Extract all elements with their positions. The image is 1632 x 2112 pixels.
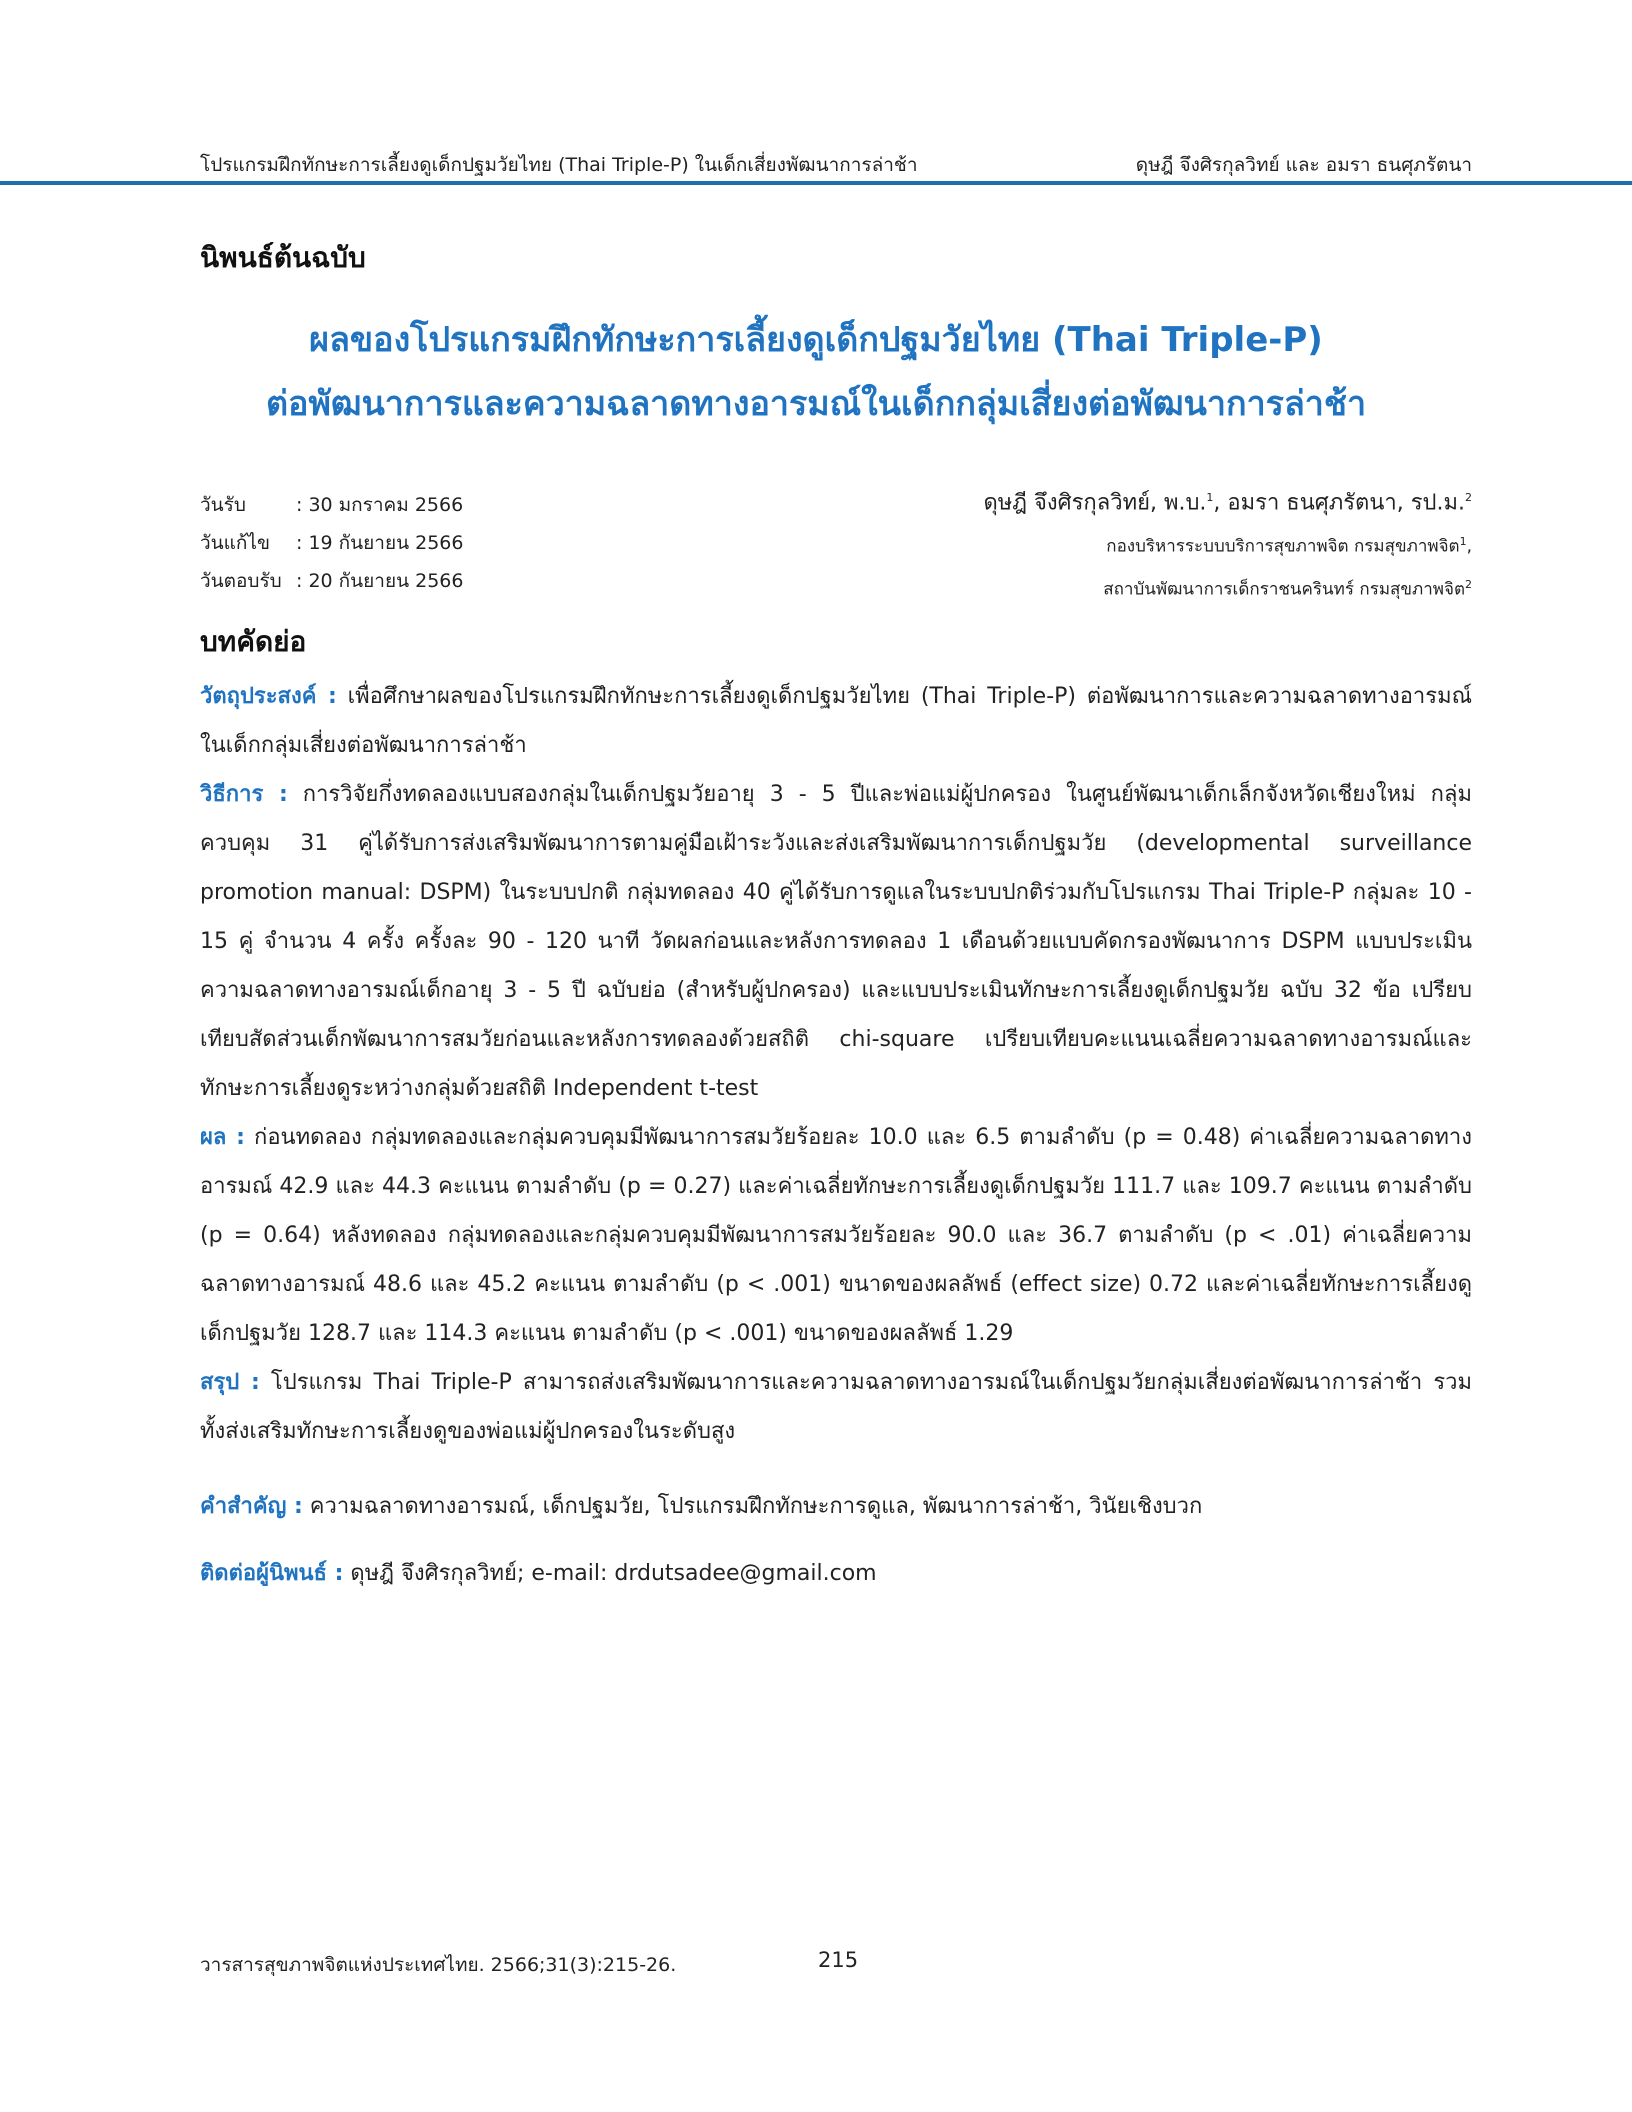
- article-type-label: นิพนธ์ต้นฉบับ: [200, 241, 366, 274]
- results-text: ก่อนทดลอง กลุ่มทดลองและกลุ่มควบคุมมีพัฒนาการสมวัยร้อยละ 10.0 และ 6.5 ตามลำดับ (p = 0.48) ค่าเฉลี่ยความฉลาดทางอารมณ์ 42.9 และ 44.3 คะแนน ตามลำดับ (p = 0.27) และค่าเฉลี่ยทักษะการเลี้ยงดูเด็กปฐมวัย 111.7 และ 109.7 คะแนน ตามลำดับ (p = 0.64) หลังทดลอง กลุ่มทดลองและกลุ่มควบคุมมีพัฒนาการสมวัยร้อยละ 90.0 และ 36.7 ตามลำดับ (p < .01) ค่าเฉลี่ยความฉลาดทางอารมณ์ 48.6 และ 45.2 คะแนน ตามลำดับ (p < .001) ขนาดของผลลัพธ์ (effect size) 0.72 และค่าเฉลี่ยทักษะการเลี้ยงดูเด็กปฐมวัย 128.7 และ 114.3 คะแนน ตามลำดับ (p < .001) ขนาดของผลลัพธ์ 1.29: [200, 1125, 1472, 1346]
- affiliation-1: [983, 523, 1472, 566]
- author-2: อมรา ธนศุภรัตนา, รป.ม.: [1227, 490, 1465, 516]
- article-title-line-2: ต่อพัฒนาการและความฉลาดทางอารมณ์ในเด็กกลุ่มเสี่ยงต่อพัฒนาการล่าช้า: [265, 384, 1367, 424]
- results-label: ผล :: [200, 1125, 245, 1150]
- objective-text: เพื่อศึกษาผลของโปรแกรมฝึกทักษะการเลี้ยงดูเด็กปฐมวัยไทย (Thai Triple-P) ต่อพัฒนาการและความฉลาดทางอารมณ์ในเด็กกลุ่มเสี่ยงต่อพัฒนาการล่าช้า: [200, 684, 1472, 758]
- submission-dates: [200, 486, 463, 600]
- date-received: [200, 486, 463, 524]
- abstract-methods: [200, 770, 1472, 1113]
- contact-text: ดุษฎี จึงศิรกุลวิทย์; e-mail: drdutsadee@gmail.com: [343, 1561, 877, 1586]
- abstract-conclusion: [200, 1358, 1472, 1456]
- methods-text: การวิจัยกึ่งทดลองแบบสองกลุ่มในเด็กปฐมวัยอายุ 3 - 5 ปีและพ่อแม่ผู้ปกครอง ในศูนย์พัฒนาเด็กเล็กจังหวัดเชียงใหม่ กลุ่มควบคุม 31 คู่ได้รับการส่งเสริมพัฒนาการตามคู่มือเฝ้าระวังและส่งเสริมพัฒนาการเด็กปฐมวัย (developmental surveillance promotion manual: DSPM) ในระบบปกติ กลุ่มทดลอง 40 คู่ได้รับการดูแลในระบบปกติร่วมกับโปรแกรม Thai Triple-P กลุ่มละ 10 - 15 คู่ จำนวน 4 ครั้ง ครั้งละ 90 - 120 นาที วัดผลก่อนและหลังการทดลอง 1 เดือนด้วยแบบคัดกรองพัฒนาการ DSPM แบบประเมินความฉลาดทางอารมณ์เด็กอายุ 3 - 5 ปี ฉบับย่อ (สำหรับผู้ปกครอง) และแบบประเมินทักษะการเลี้ยงดูเด็กปฐมวัย ฉบับ 32 ข้อ เปรียบเทียบสัดส่วนเด็กพัฒนาการสมวัยก่อนและหลังการทดลองด้วยสถิติ chi-square เปรียบเทียบคะแนนเฉลี่ยความฉลาดทางอารมณ์และทักษะการเลี้ยงดูระหว่างกลุ่มด้วยสถิติ Independent t-test: [200, 782, 1472, 1101]
- author-names: [983, 478, 1472, 523]
- date-revised-value: : 19 กันยายน 2566: [296, 532, 464, 554]
- contact-label: ติดต่อผู้นิพนธ์ :: [200, 1561, 344, 1586]
- affiliation-1-sup: 1: [1459, 535, 1467, 549]
- date-received-value: : 30 มกราคม 2566: [296, 494, 464, 516]
- article-title: [160, 308, 1472, 436]
- abstract-objective: [200, 672, 1472, 770]
- running-header-title: โปรแกรมฝึกทักษะการเลี้ยงดูเด็กปฐมวัยไทย (Thai Triple-P) ในเด็กเสี่ยงพัฒนาการล่าช้า: [200, 154, 918, 176]
- author-block: [983, 478, 1472, 609]
- keywords: [200, 1487, 1472, 1527]
- objective-label: วัตถุประสงค์ :: [200, 684, 337, 709]
- affiliation-2-text: สถาบันพัฒนาการเด็กราชนครินทร์ กรมสุขภาพจิต: [1103, 579, 1465, 600]
- page-number: 215: [818, 1948, 859, 1972]
- author-1: ดุษฎี จึงศิรกุลวิทย์, พ.บ.: [983, 490, 1207, 516]
- affiliation-1-text: กองบริหารระบบบริการสุขภาพจิต กรมสุขภาพจิต: [1106, 536, 1460, 557]
- conclusion-text: โปรแกรม Thai Triple-P สามารถส่งเสริมพัฒนาการและความฉลาดทางอารมณ์ในเด็กปฐมวัยกลุ่มเสี่ยงต่อพัฒนาการล่าช้า รวมทั้งส่งเสริมทักษะการเลี้ยงดูของพ่อแม่ผู้ปกครองในระดับสูง: [200, 1370, 1472, 1444]
- affiliation-1-tail: ,: [1466, 536, 1472, 557]
- article-title-line-1: ผลของโปรแกรมฝึกทักษะการเลี้ยงดูเด็กปฐมวัยไทย (Thai Triple-P): [309, 320, 1323, 360]
- date-revised: [200, 524, 463, 562]
- date-accepted-value: : 20 กันยายน 2566: [296, 570, 464, 592]
- running-header: [200, 150, 1472, 180]
- abstract-body: [200, 672, 1472, 1456]
- methods-label: วิธีการ :: [200, 782, 288, 807]
- running-header-authors: ดุษฎี จึงศิรกุลวิทย์ และ อมรา ธนศุภรัตนา: [1135, 154, 1472, 176]
- author-2-sup: 2: [1465, 491, 1472, 504]
- affiliation-2: [983, 566, 1472, 609]
- author-separator: ,: [1213, 490, 1228, 516]
- conclusion-label: สรุป :: [200, 1370, 260, 1395]
- abstract-results: [200, 1113, 1472, 1358]
- keywords-label: คำสำคัญ :: [200, 1494, 303, 1519]
- header-rule: [0, 181, 1632, 185]
- date-accepted-label: วันตอบรับ: [200, 570, 282, 592]
- affiliation-2-sup: 2: [1465, 577, 1472, 591]
- date-revised-label: วันแก้ไข: [200, 532, 270, 554]
- date-accepted: [200, 562, 463, 600]
- date-received-label: วันรับ: [200, 494, 246, 516]
- footer-citation: วารสารสุขภาพจิตแห่งประเทศไทย. 2566;31(3):215-26.: [200, 1954, 677, 1976]
- corresponding-author: [200, 1554, 1472, 1594]
- author-1-sup: 1: [1206, 491, 1214, 504]
- keywords-text: ความฉลาดทางอารมณ์, เด็กปฐมวัย, โปรแกรมฝึกทักษะการดูแล, พัฒนาการล่าช้า, วินัยเชิงบวก: [302, 1494, 1203, 1519]
- abstract-heading: บทคัดย่อ: [200, 625, 307, 658]
